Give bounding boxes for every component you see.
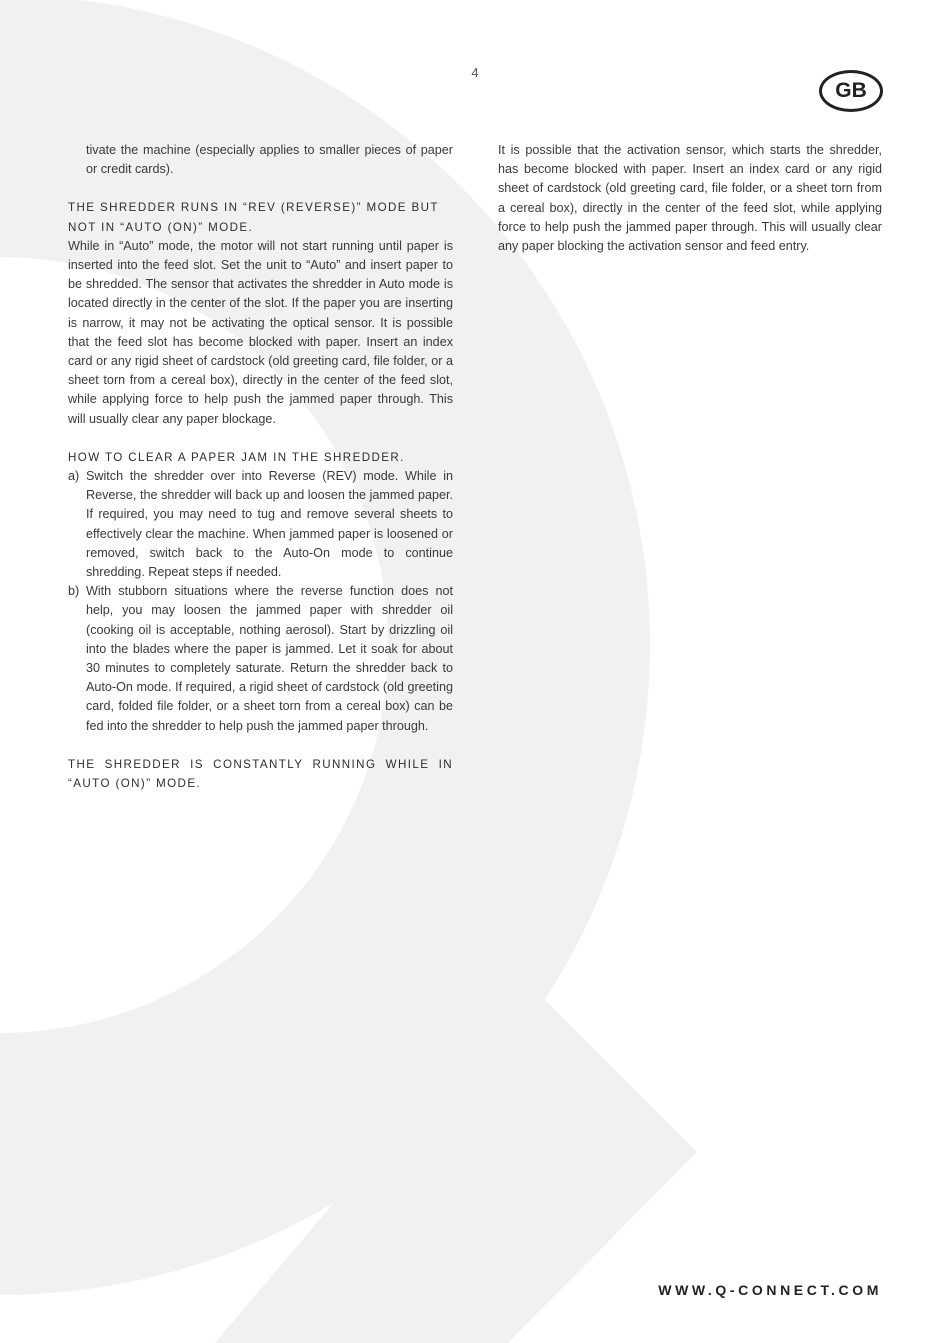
section-body-rev-mode: While in “Auto” mode, the motor will not start running until paper is inserted into the feed slot. Set the unit to “Auto” and insert paper to be shredded. The sensor that activates the shredder in Auto mode is located directly in the center of the slot. If the paper you are inserting is narrow, it may not be activating the optical sensor. It is possible that the feed slot has become blocked with paper. Insert an index card or any rigid sheet of cardstock (old greeting card, file folder, or a sheet torn from a cereal box), directly in the center of the feed slot, while applying force to help push the jammed paper through. This will usually clear any paper blockage. [68, 238, 453, 426]
list-item [68, 582, 453, 736]
left-column [68, 141, 453, 793]
section-heading-rev-mode: THE SHREDDER RUNS IN “REV (REVERSE)” MODE BUT NOT IN “AUTO (ON)” MODE. [68, 201, 439, 234]
list-item-text: Switch the shredder over into Reverse (REV) mode. While in Reverse, the shredder will back up and loosen the jammed paper. If required, you may need to tug and remove several sheets to effectively clear the machine. When jammed paper is loosened or removed, switch back to the Auto-On mode to continue shredding. Repeat steps if needed. [86, 469, 453, 580]
right-column [498, 141, 882, 256]
list-item-text: With stubborn situations where the reverse function does not help, you may loosen the jammed paper with shredder oil (cooking oil is acceptable, nothing aerosol). Start by drizzling oil into the blades where the paper is jammed. Let it soak for about 30 minutes to completely saturate. Return the shredder back to Auto-On mode. If required, a rigid sheet of cardstock (old greeting card, folded file folder, or a sheet torn from a cereal box) can be fed into the shredder to help push the jammed paper through. [86, 584, 453, 733]
right-column-body: It is possible that the activation sensor, which starts the shredder, has become blocked with paper. Insert an index card or any rigid sheet of cardstock (old greeting card, file folder, or a sheet torn from a cereal box), directly in the center of the feed slot, while applying force to help push the jammed paper through. This will usually clear any paper blocking the activation sensor and feed entry. [498, 143, 882, 254]
language-badge: GB [819, 70, 883, 112]
list-marker: a) [68, 469, 80, 484]
website-url: WWW.Q-CONNECT.COM [658, 1282, 882, 1298]
continuation-text: tivate the machine (especially applies to smaller pieces of paper or credit cards). [86, 143, 453, 177]
page-number: 4 [471, 65, 479, 80]
section-heading-paper-jam: HOW TO CLEAR A PAPER JAM IN THE SHREDDER. [68, 450, 405, 464]
section-heading-constantly-running: THE SHREDDER IS CONSTANTLY RUNNING WHILE IN “AUTO (ON)” MODE. [68, 757, 453, 791]
list-item [68, 467, 453, 582]
list-marker: b) [68, 584, 80, 599]
